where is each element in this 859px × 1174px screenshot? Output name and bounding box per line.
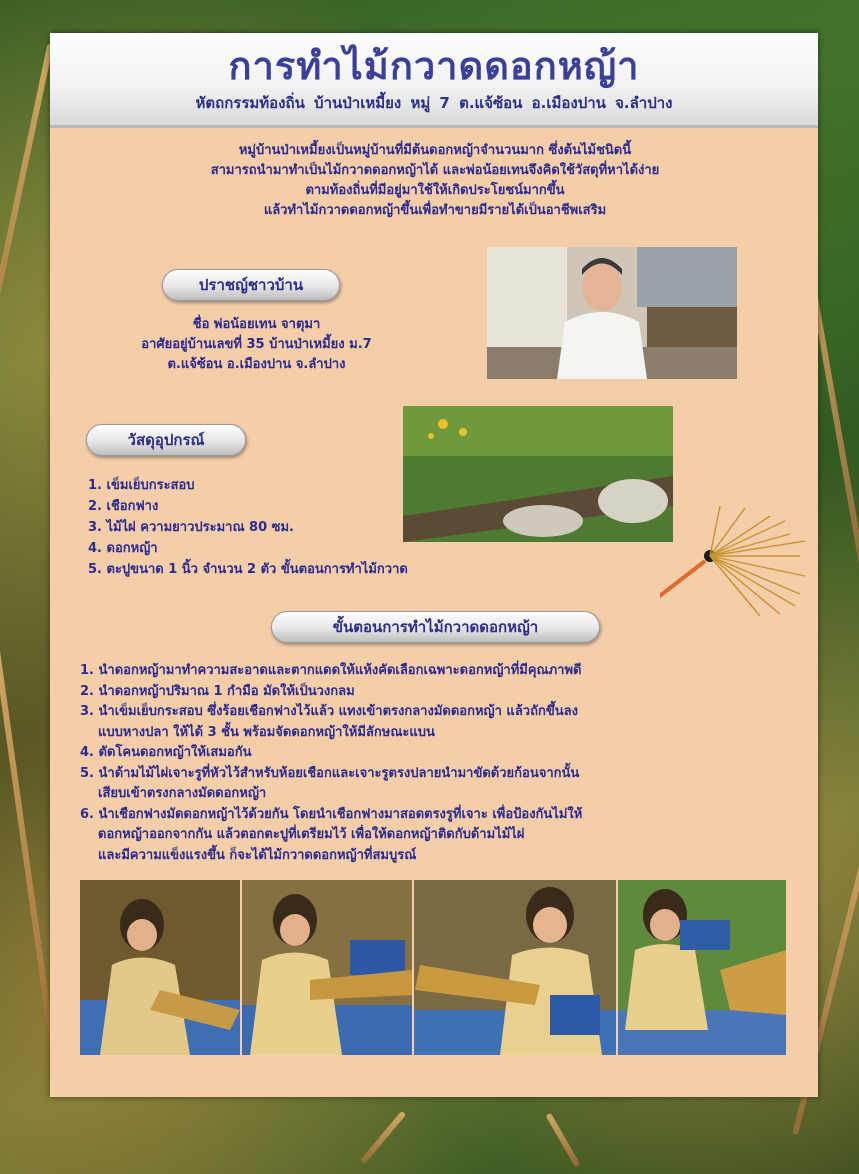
- step-line: 6. นำเชือกฟางมัดดอกหญ้าไว้ด้วยกัน โดยนำเชือกฟางมาสอดตรงรูที่เจาะ เพื่อป้องกันไม่ให้: [80, 806, 583, 822]
- intro-line: แล้วทำไม้กวาดดอกหญ้าขึ้นเพื่อทำขายมีรายได้เป็นอาชีพเสริม: [263, 203, 607, 218]
- step-line: แบบหางปลา ให้ได้ 3 ชั้น พร้อมจัดดอกหญ้าให้มีลักษณะแบน: [98, 724, 435, 740]
- step-item: [80, 743, 800, 764]
- step-line: 5. นำด้ามไม้ไผ่เจาะรูที่หัวไว้สำหรับห้อยเชือกและเจาะรูตรงปลายนำมาขัดด้วยก้อนจากนั้น: [80, 765, 580, 781]
- wisdom-name: ชื่อ พ่อน้อยเทน จาตุมา: [192, 317, 321, 332]
- step-line: 2. นำดอกหญ้าปริมาณ 1 กำมือ มัดให้เป็นวงกลม: [80, 683, 355, 699]
- process-photo-4: [618, 880, 786, 1055]
- materials-item: 3. ไม้ไผ่ ความยาวประมาณ 80 ซม.: [88, 520, 295, 535]
- step-line: เสียบเข้าตรงกลางมัดดอกหญ้า: [98, 786, 267, 801]
- portrait-photo: [487, 247, 737, 379]
- wisdom-info: [84, 315, 429, 375]
- step-line: 3. นำเข็มเย็บกระสอบ ซึ่งร้อยเชือกฟางไว้แล้ว แทงเข้าตรงกลางมัดดอกหญ้า แล้วถักขึ้นลง: [80, 704, 578, 719]
- materials-item: 1. เข็มเย็บกระสอบ: [88, 478, 195, 493]
- step-item: [80, 805, 800, 867]
- poster-header: [50, 33, 818, 128]
- intro-paragraph: [90, 141, 780, 221]
- process-photo-2: [242, 880, 412, 1055]
- materials-item: 5. ตะปูขนาด 1 นิ้ว จำนวน 2 ตัว ขั้นตอนการทำไม้กวาด: [88, 562, 408, 577]
- step-line: 4. ตัดโคนดอกหญ้าให้เสมอกัน: [80, 745, 252, 760]
- grass-photo: [403, 406, 673, 542]
- poster: [50, 33, 818, 1097]
- process-photo-strip: [80, 880, 786, 1055]
- steps-heading: ขั้นตอนการทำไม้กวาดดอกหญ้า: [271, 611, 600, 643]
- wisdom-address: อาศัยอยู่บ้านเลขที่ 35 บ้านป่าเหมี้ยง ม.7: [141, 337, 372, 352]
- step-item: [80, 764, 800, 805]
- step-line: ดอกหญ้าออกจากกัน แล้วตอกตะปูที่เตรียมไว้ เพื่อให้ดอกหญ้าติดกับด้ามไม้ไผ่: [98, 827, 525, 842]
- materials-heading: วัสดุอุปกรณ์: [86, 424, 246, 456]
- step-item: [80, 702, 800, 743]
- materials-item: 2. เชือกฟาง: [88, 499, 159, 514]
- process-photo-1: [80, 880, 240, 1055]
- wisdom-heading: ปราชญ์ชาวบ้าน: [162, 269, 340, 301]
- step-line: และมีความแข็งแรงขึ้น ก็จะได้ไม้กวาดดอกหญ้าที่สมบูรณ์: [98, 847, 417, 863]
- intro-line: หมู่บ้านป่าเหมี้ยงเป็นหมู่บ้านที่มีต้นดอกหญ้าจำนวนมาก ซึ่งต้นไม้ชนิดนี้: [238, 143, 632, 158]
- wisdom-district: ต.แจ้ซ้อน อ.เมืองปาน จ.ลำปาง: [167, 357, 346, 372]
- process-photo-3: [414, 880, 616, 1055]
- step-line: 1. นำดอกหญ้ามาทำความสะอาดและตากแดดให้แห้งคัดเลือกเฉพาะดอกหญ้าที่มีคุณภาพดี: [80, 663, 582, 678]
- steps-list: [80, 661, 800, 866]
- poster-title: การทำไม้กวาดดอกหญ้า: [228, 43, 640, 88]
- materials-list: [88, 475, 408, 580]
- intro-line: สามารถนำมาทำเป็นไม้กวาดดอกหญ้าได้ และพ่อน้อยเทนจึงคิดใช้วัสดุที่หาได้ง่าย: [210, 163, 660, 178]
- poster-subtitle: หัตถกรรมท้องถิ่น บ้านป่าเหมี้ยง หมู่ 7 ต.แจ้ซ้อน อ.เมืองปาน จ.ลำปาง: [195, 94, 673, 112]
- intro-line: ตามท้องถิ่นที่มีอยู่มาใช้ให้เกิดประโยชน์มากขึ้น: [305, 183, 565, 198]
- broom-image: [660, 496, 810, 646]
- materials-item: 4. ดอกหญ้า: [88, 541, 158, 556]
- step-item: [80, 661, 800, 682]
- step-item: [80, 682, 800, 703]
